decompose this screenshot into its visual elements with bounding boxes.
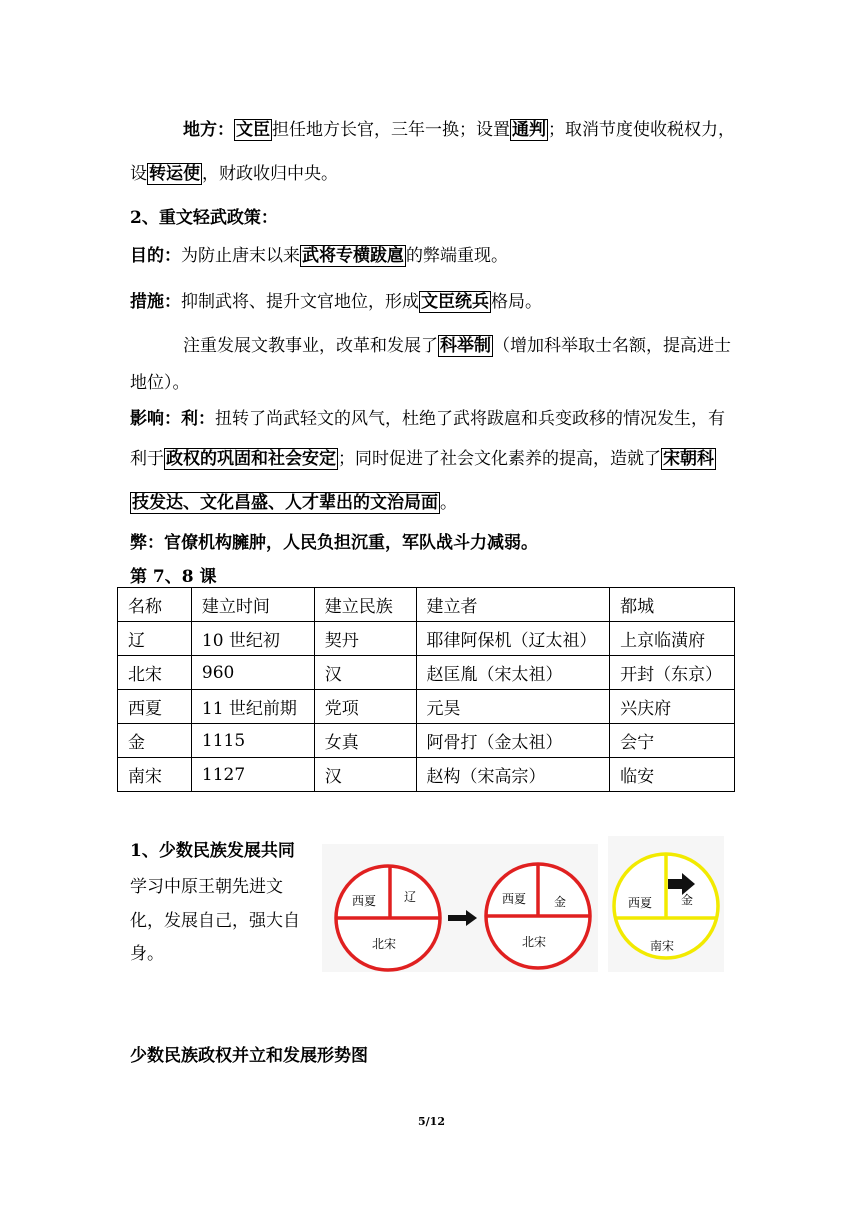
table-cell: 上京临潢府 xyxy=(610,622,735,656)
table-header-cell: 名称 xyxy=(118,588,192,622)
label-purpose: 目的： xyxy=(130,246,181,266)
table-row xyxy=(118,690,735,724)
purpose-line xyxy=(130,241,508,266)
table-cell: 契丹 xyxy=(314,622,416,656)
para-local-gov xyxy=(183,115,735,140)
table-cell: 开封（东京） xyxy=(610,656,735,690)
text-segment: 为防止唐末以来 xyxy=(181,246,300,266)
lesson-title: 第 7、8 课 xyxy=(130,567,217,587)
table-cell: 西夏 xyxy=(118,690,192,724)
dynasty-table xyxy=(117,587,735,792)
table-cell: 南宋 xyxy=(118,758,192,792)
text-segment: ；取消节度使收税权力， xyxy=(548,120,735,140)
common-point-body-2: 化，发展自己，强大自 xyxy=(130,911,300,931)
table-header-cell: 建立民族 xyxy=(314,588,416,622)
table-cell: 1115 xyxy=(191,724,314,758)
table-cell: 兴庆府 xyxy=(610,690,735,724)
key-tongpan: 通判 xyxy=(512,120,546,140)
text-segment: 担任地方长官，三年一换；设置 xyxy=(272,120,510,140)
text-segment: 的弊端重现。 xyxy=(406,246,508,266)
label-local: 地方： xyxy=(183,120,234,140)
text-segment: （增加科举取士名额，提高进士 xyxy=(493,336,731,356)
circle-3 xyxy=(614,854,718,958)
c2-label-jin: 金 xyxy=(553,895,567,909)
table-cell: 女真 xyxy=(314,724,416,758)
circle-1 xyxy=(336,866,440,970)
table-cell: 赵构（宋高宗） xyxy=(416,758,610,792)
table-cell: 元昊 xyxy=(416,690,610,724)
c2-label-xixia: 西夏 xyxy=(501,892,527,906)
table-cell: 辽 xyxy=(118,622,192,656)
impact-line3 xyxy=(130,488,457,513)
common-point-title: 1、少数民族发展共同 xyxy=(130,841,295,861)
text-segment: 格局。 xyxy=(491,292,542,312)
text-segment: 注重发展文教事业，改革和发展了 xyxy=(183,336,438,356)
key-stability: 政权的巩固和社会安定 xyxy=(166,449,336,469)
table-cell: 11 世纪前期 xyxy=(191,690,314,724)
c1-label-xixia: 西夏 xyxy=(351,894,377,908)
table-header-cell: 建立者 xyxy=(416,588,610,622)
table-cell: 10 世纪初 xyxy=(191,622,314,656)
key-measure: 文臣统兵 xyxy=(421,292,489,312)
label-advantage: 利： xyxy=(181,409,215,429)
text-segment: 利于 xyxy=(130,449,164,469)
table-cell: 耶律阿保机（辽太祖） xyxy=(416,622,610,656)
text-segment: 抑制武将、提升文官地位，形成 xyxy=(181,292,419,312)
text-segment: ；同时促进了社会文化素养的提高，造就了 xyxy=(338,449,661,469)
c2-label-beisong: 北宋 xyxy=(521,935,547,949)
measure-line2 xyxy=(183,331,731,356)
text-segment: 扭转了尚武轻文的风气，杜绝了武将跋扈和兵变政移的情况发生，有 xyxy=(215,409,725,429)
label-impact: 影响： xyxy=(130,409,181,429)
table-row xyxy=(118,724,735,758)
common-point-body-1: 学习中原王朝先进文 xyxy=(130,877,283,897)
table-cell: 党项 xyxy=(314,690,416,724)
page-number: 5/12 xyxy=(418,1115,445,1128)
measure-line xyxy=(130,287,542,312)
measure-line3: 地位）。 xyxy=(130,373,190,393)
table-cell: 阿骨打（金太祖） xyxy=(416,724,610,758)
label-measure: 措施： xyxy=(130,292,181,312)
impact-line1 xyxy=(130,404,725,429)
c1-label-beisong: 北宋 xyxy=(371,937,397,951)
text-segment: ，财政收归中央。 xyxy=(202,164,338,184)
c3-label-jin: 金 xyxy=(680,893,694,907)
table-row xyxy=(118,758,735,792)
table-cell: 赵匡胤（宋太祖） xyxy=(416,656,610,690)
table-cell: 会宁 xyxy=(610,724,735,758)
table-cell: 金 xyxy=(118,724,192,758)
regime-diagram xyxy=(322,836,724,972)
table-header-row xyxy=(118,588,735,622)
table-header-cell: 都城 xyxy=(610,588,735,622)
impact-line2 xyxy=(130,444,716,469)
key-wenchen: 文臣 xyxy=(236,120,270,140)
common-point-body-3: 身。 xyxy=(130,944,164,964)
table-row xyxy=(118,656,735,690)
key-purpose: 武将专横跋扈 xyxy=(302,246,404,266)
table-cell: 北宋 xyxy=(118,656,192,690)
disadvantage-line: 弊：官僚机构臃肿，人民负担沉重，军队战斗力减弱。 xyxy=(130,533,538,553)
table-cell: 临安 xyxy=(610,758,735,792)
text-segment: 。 xyxy=(440,493,457,513)
c3-label-nansong: 南宋 xyxy=(649,939,675,953)
table-cell: 汉 xyxy=(314,656,416,690)
table-row xyxy=(118,622,735,656)
key-song-tech-a: 宋朝科 xyxy=(663,449,714,469)
key-keju: 科举制 xyxy=(440,336,491,356)
table-cell: 汉 xyxy=(314,758,416,792)
key-zhuanyunshi: 转运使 xyxy=(149,164,200,184)
circle-2 xyxy=(486,864,590,968)
c3-label-xixia: 西夏 xyxy=(627,896,653,910)
key-song-tech-b: 技发达、文化昌盛、人才辈出的文治局面 xyxy=(132,493,438,513)
diagram-caption: 少数民族政权并立和发展形势图 xyxy=(130,1046,368,1066)
c1-label-liao: 辽 xyxy=(403,890,417,904)
table-header-cell: 建立时间 xyxy=(191,588,314,622)
table-cell: 960 xyxy=(191,656,314,690)
table-cell: 1127 xyxy=(191,758,314,792)
text-segment: 设 xyxy=(130,164,147,184)
para-local-gov-line2 xyxy=(130,159,338,184)
section-title: 2、重文轻武政策： xyxy=(130,208,278,228)
